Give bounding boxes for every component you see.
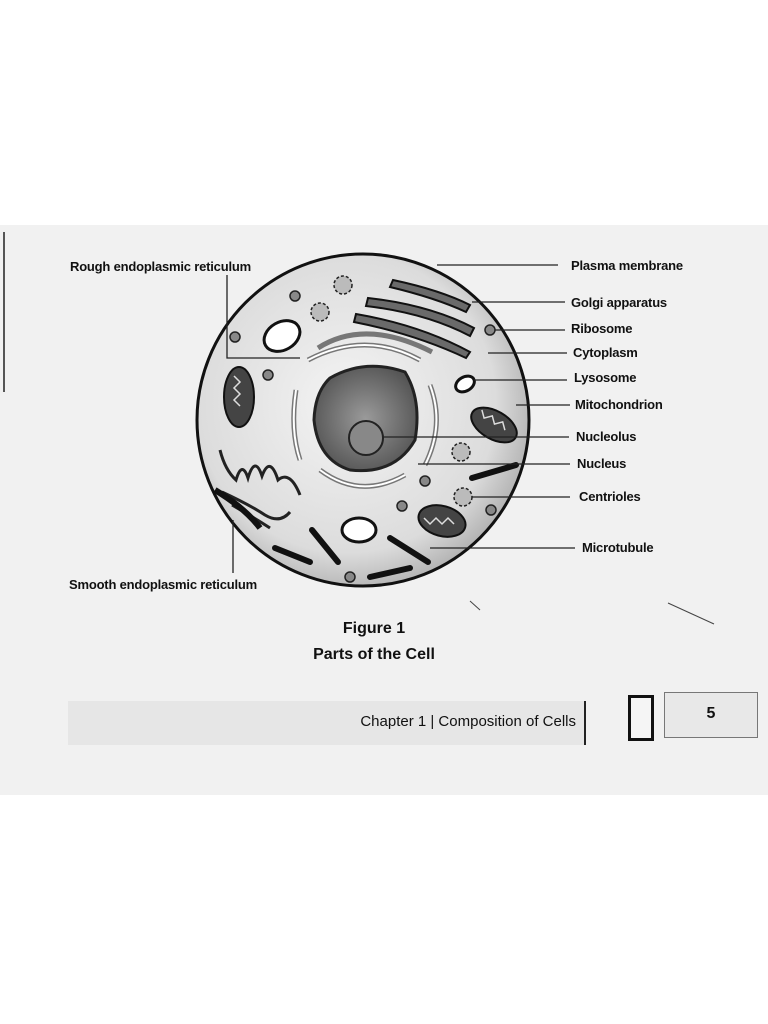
label-smooth-er: Smooth endoplasmic reticulum bbox=[69, 577, 257, 592]
figure-title: Parts of the Cell bbox=[313, 646, 435, 663]
chapter-title: Chapter 1 | Composition of Cells bbox=[360, 713, 576, 730]
label-lysosome: Lysosome bbox=[574, 370, 637, 385]
label-nucleolus: Nucleolus bbox=[576, 429, 637, 444]
vesicle-bottom bbox=[342, 518, 376, 542]
label-cytoplasm: Cytoplasm bbox=[573, 345, 638, 360]
mitochondrion-left bbox=[224, 367, 254, 427]
label-mitochondrion: Mitochondrion bbox=[575, 397, 663, 412]
label-rough-er: Rough endoplasmic reticulum bbox=[70, 259, 251, 274]
label-ribosome: Ribosome bbox=[571, 321, 633, 336]
label-centrioles: Centrioles bbox=[579, 489, 641, 504]
footer-marker bbox=[628, 695, 654, 741]
label-plasma-membrane: Plasma membrane bbox=[571, 258, 683, 273]
label-nucleus: Nucleus bbox=[577, 456, 627, 471]
label-microtubule: Microtubule bbox=[582, 540, 654, 555]
label-golgi-apparatus: Golgi apparatus bbox=[571, 295, 667, 310]
page-number: 5 bbox=[706, 705, 716, 722]
chapter-footer bbox=[68, 701, 586, 745]
figure-number: Figure 1 bbox=[342, 620, 406, 637]
nucleolus bbox=[349, 421, 383, 455]
page-number-box bbox=[664, 692, 758, 738]
